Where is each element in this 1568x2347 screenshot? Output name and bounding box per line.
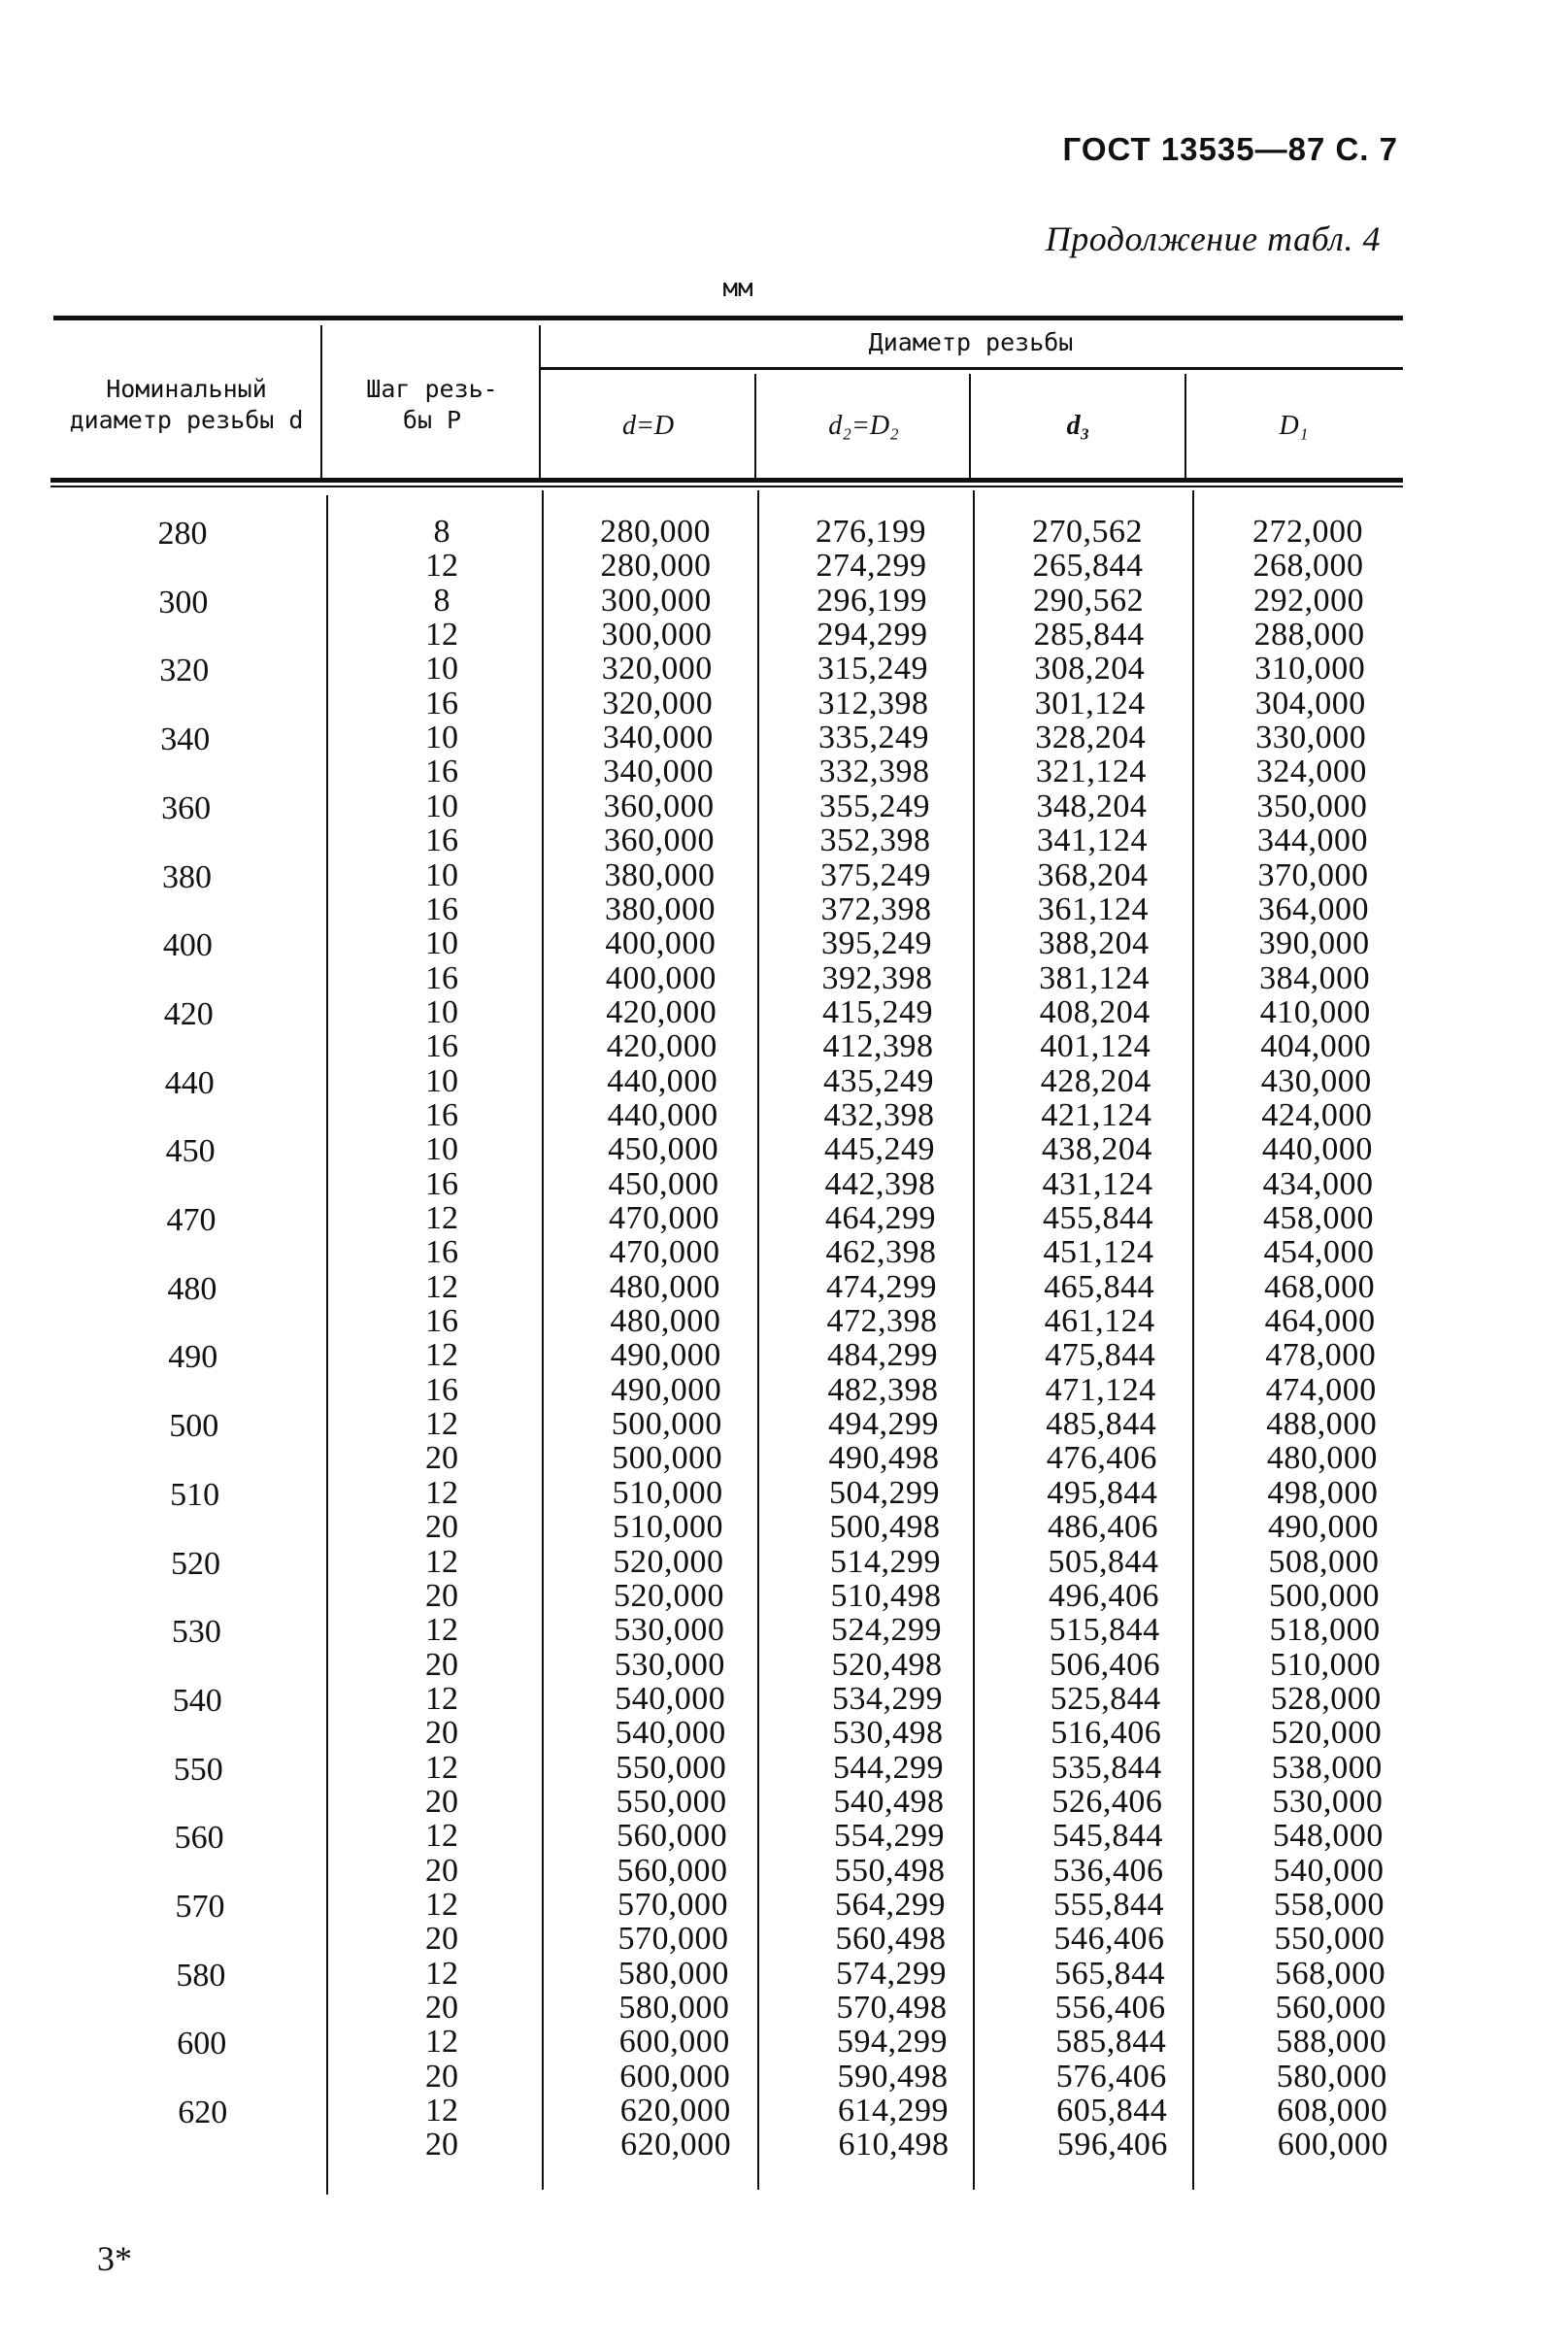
d-equals-D-cell: 420,000 bbox=[606, 1028, 717, 1065]
d3-cell: 485,844 bbox=[1046, 1406, 1157, 1443]
pitch-cell: 16 bbox=[425, 890, 458, 927]
d3-cell: 545,844 bbox=[1051, 1818, 1163, 1855]
d-equals-D-cell: 550,000 bbox=[616, 1749, 727, 1786]
d-equals-D-cell: 560,000 bbox=[617, 1818, 728, 1855]
header-col-sep-1 bbox=[320, 325, 322, 478]
d3-cell: 576,406 bbox=[1055, 2058, 1167, 2095]
nominal-diameter-cell: 480 bbox=[167, 1270, 217, 1307]
nominal-diameter-cell: 470 bbox=[166, 1202, 217, 1238]
pitch-cell: 10 bbox=[425, 1131, 458, 1168]
nominal-diameter-cell: 500 bbox=[169, 1408, 219, 1445]
d3-cell: 451,124 bbox=[1043, 1234, 1154, 1271]
header-col-sep-2 bbox=[539, 325, 541, 478]
d2-equals-D2-cell: 415,249 bbox=[822, 993, 933, 1030]
nominal-diameter-cell: 340 bbox=[160, 721, 211, 758]
D1-cell: 520,000 bbox=[1271, 1715, 1383, 1752]
d3-cell: 265,844 bbox=[1032, 548, 1144, 585]
d2-equals-D2-cell: 482,398 bbox=[827, 1371, 939, 1408]
d-equals-D-cell: 510,000 bbox=[613, 1509, 724, 1546]
nominal-diameter-cell: 520 bbox=[171, 1545, 220, 1582]
d3-cell: 368,204 bbox=[1037, 856, 1149, 893]
pitch-cell: 10 bbox=[425, 856, 458, 893]
d-equals-D-cell: 440,000 bbox=[607, 1062, 718, 1099]
d3-cell: 421,124 bbox=[1041, 1096, 1152, 1133]
D1-cell: 404,000 bbox=[1260, 1028, 1372, 1065]
D1-cell: 588,000 bbox=[1276, 2024, 1387, 2061]
d-equals-D-cell: 360,000 bbox=[603, 788, 715, 824]
subheader-d: d=D bbox=[621, 411, 675, 441]
d-equals-D-cell: 440,000 bbox=[607, 1096, 718, 1133]
nominal-diameter-cell: 360 bbox=[161, 789, 212, 826]
d2-equals-D2-cell: 276,199 bbox=[816, 514, 926, 550]
d2-equals-D2-cell: 332,398 bbox=[818, 754, 930, 790]
D1-cell: 538,000 bbox=[1271, 1749, 1383, 1786]
d2-equals-D2-cell: 432,398 bbox=[823, 1096, 935, 1133]
D1-cell: 364,000 bbox=[1258, 890, 1370, 927]
pitch-cell: 16 bbox=[425, 1371, 458, 1408]
pitch-cell: 12 bbox=[425, 1268, 458, 1305]
d2-equals-D2-cell: 335,249 bbox=[818, 720, 929, 756]
D1-cell: 600,000 bbox=[1277, 2127, 1388, 2163]
d2-equals-D2-cell: 500,498 bbox=[829, 1509, 941, 1546]
d3-cell: 555,844 bbox=[1053, 1887, 1164, 1923]
d-equals-D-cell: 340,000 bbox=[603, 754, 715, 790]
pitch-cell: 10 bbox=[425, 925, 458, 962]
d-equals-D-cell: 570,000 bbox=[617, 1887, 728, 1923]
table-continuation-label: Продолжение табл. 4 bbox=[1045, 219, 1381, 258]
body-col-sep-2 bbox=[542, 490, 544, 2190]
nominal-diameter-cell: 450 bbox=[165, 1133, 216, 1170]
nominal-diameter-cell: 490 bbox=[168, 1339, 218, 1376]
D1-cell: 490,000 bbox=[1267, 1509, 1379, 1546]
d-equals-D-cell: 540,000 bbox=[615, 1715, 726, 1752]
nominal-diameter-cell: 380 bbox=[162, 858, 212, 895]
d3-cell: 565,844 bbox=[1054, 1955, 1166, 1992]
pitch-cell: 16 bbox=[425, 1096, 458, 1133]
d2-equals-D2-cell: 570,498 bbox=[836, 1990, 948, 2027]
D1-cell: 370,000 bbox=[1257, 856, 1369, 893]
pitch-cell: 10 bbox=[425, 720, 458, 756]
D1-cell: 310,000 bbox=[1254, 651, 1366, 687]
D1-cell: 608,000 bbox=[1277, 2093, 1388, 2129]
d-equals-D-cell: 570,000 bbox=[617, 1921, 729, 1958]
d3-cell: 486,406 bbox=[1047, 1509, 1158, 1546]
d3-cell: 388,204 bbox=[1038, 925, 1150, 962]
subheader-d3: d₃ bbox=[1066, 411, 1090, 441]
d-equals-D-cell: 520,000 bbox=[613, 1577, 724, 1614]
d-equals-D-cell: 490,000 bbox=[610, 1337, 721, 1374]
d3-cell: 496,406 bbox=[1049, 1577, 1160, 1614]
pitch-cell: 20 bbox=[425, 1783, 458, 1820]
body-col-sep-1 bbox=[326, 495, 328, 2195]
d2-equals-D2-cell: 464,299 bbox=[825, 1200, 936, 1236]
d2-equals-D2-cell: 514,299 bbox=[830, 1543, 941, 1580]
nominal-diameter-cell: 540 bbox=[172, 1682, 222, 1719]
pitch-cell: 12 bbox=[425, 2024, 458, 2061]
d-equals-D-cell: 400,000 bbox=[605, 925, 717, 962]
d2-equals-D2-cell: 594,299 bbox=[837, 2024, 948, 2061]
pitch-cell: 20 bbox=[425, 2058, 458, 2095]
D1-cell: 560,000 bbox=[1275, 1990, 1386, 2027]
D1-cell: 454,000 bbox=[1263, 1234, 1375, 1271]
header-col-sep-3 bbox=[754, 374, 756, 478]
d2-equals-D2-cell: 352,398 bbox=[819, 822, 931, 859]
subheader-D1: D₁ bbox=[1279, 411, 1309, 441]
d2-equals-D2-cell: 312,398 bbox=[817, 685, 929, 721]
body-col-sep-3 bbox=[757, 490, 759, 2190]
header-bottom-rule bbox=[50, 478, 1403, 483]
pitch-cell: 20 bbox=[425, 1852, 458, 1889]
D1-cell: 480,000 bbox=[1266, 1440, 1378, 1477]
nominal-diameter-cell: 600 bbox=[177, 2026, 227, 2062]
header-col-sep-4 bbox=[969, 374, 971, 478]
D1-cell: 500,000 bbox=[1269, 1577, 1381, 1614]
d2-equals-D2-cell: 372,398 bbox=[820, 890, 932, 927]
d3-cell: 341,124 bbox=[1036, 822, 1148, 859]
d-equals-D-cell: 340,000 bbox=[602, 720, 714, 756]
d-equals-D-cell: 470,000 bbox=[609, 1200, 719, 1236]
col-header-nominal-diameter: Номинальный диаметр резьбы d bbox=[69, 375, 304, 434]
d3-cell: 536,406 bbox=[1052, 1852, 1164, 1889]
d2-equals-D2-cell: 445,249 bbox=[824, 1131, 935, 1168]
D1-cell: 288,000 bbox=[1253, 617, 1365, 654]
d3-cell: 455,844 bbox=[1043, 1200, 1153, 1236]
pitch-cell: 12 bbox=[425, 1543, 458, 1580]
pitch-cell: 10 bbox=[425, 788, 458, 824]
d2-equals-D2-cell: 530,498 bbox=[832, 1715, 944, 1752]
pitch-cell: 16 bbox=[425, 1303, 458, 1340]
D1-cell: 430,000 bbox=[1260, 1062, 1372, 1099]
d-equals-D-cell: 580,000 bbox=[618, 1990, 730, 2027]
D1-cell: 440,000 bbox=[1261, 1131, 1373, 1168]
d-equals-D-cell: 580,000 bbox=[617, 1955, 729, 1992]
D1-cell: 434,000 bbox=[1262, 1165, 1374, 1202]
d2-equals-D2-cell: 355,249 bbox=[819, 788, 930, 824]
d-equals-D-cell: 500,000 bbox=[612, 1440, 723, 1477]
d-equals-D-cell: 420,000 bbox=[606, 993, 717, 1030]
d-equals-D-cell: 320,000 bbox=[601, 651, 713, 687]
d2-equals-D2-cell: 550,498 bbox=[834, 1852, 946, 1889]
nominal-diameter-cell: 400 bbox=[162, 927, 213, 964]
d3-cell: 408,204 bbox=[1039, 993, 1151, 1030]
nominal-diameter-cell: 280 bbox=[157, 516, 208, 552]
d3-cell: 526,406 bbox=[1051, 1783, 1163, 1820]
d-equals-D-cell: 560,000 bbox=[617, 1852, 728, 1889]
d2-equals-D2-cell: 412,398 bbox=[822, 1028, 934, 1065]
d3-cell: 290,562 bbox=[1033, 582, 1145, 619]
D1-cell: 568,000 bbox=[1275, 1955, 1386, 1992]
D1-cell: 550,000 bbox=[1274, 1921, 1385, 1958]
d-equals-D-cell: 360,000 bbox=[604, 822, 716, 859]
d-equals-D-cell: 480,000 bbox=[610, 1303, 721, 1340]
d-equals-D-cell: 520,000 bbox=[613, 1543, 724, 1580]
nominal-diameter-cell: 300 bbox=[158, 584, 209, 620]
d2-equals-D2-cell: 544,299 bbox=[833, 1749, 944, 1786]
pitch-cell: 16 bbox=[425, 685, 458, 721]
d-equals-D-cell: 320,000 bbox=[602, 685, 714, 721]
d3-cell: 505,844 bbox=[1048, 1543, 1159, 1580]
D1-cell: 530,000 bbox=[1272, 1783, 1384, 1820]
D1-cell: 540,000 bbox=[1273, 1852, 1385, 1889]
d2-equals-D2-cell: 462,398 bbox=[825, 1234, 937, 1271]
subheader-d2: d₂=D₂ bbox=[828, 411, 899, 441]
d2-equals-D2-cell: 534,299 bbox=[832, 1680, 943, 1717]
d-equals-D-cell: 380,000 bbox=[604, 856, 716, 893]
pitch-cell: 10 bbox=[425, 1062, 458, 1099]
d3-cell: 475,844 bbox=[1045, 1337, 1156, 1374]
d3-cell: 361,124 bbox=[1038, 890, 1150, 927]
d2-equals-D2-cell: 375,249 bbox=[820, 856, 931, 893]
pitch-cell: 16 bbox=[425, 1234, 458, 1271]
d-equals-D-cell: 450,000 bbox=[608, 1165, 719, 1202]
pitch-cell: 8 bbox=[433, 582, 450, 619]
D1-cell: 474,000 bbox=[1265, 1371, 1377, 1408]
pitch-cell: 20 bbox=[425, 1440, 458, 1477]
d-equals-D-cell: 550,000 bbox=[616, 1783, 727, 1820]
pitch-cell: 8 bbox=[433, 514, 450, 550]
pitch-cell: 12 bbox=[425, 2093, 458, 2129]
d3-cell: 495,844 bbox=[1047, 1474, 1158, 1511]
d2-equals-D2-cell: 540,498 bbox=[833, 1783, 945, 1820]
d3-cell: 431,124 bbox=[1042, 1165, 1153, 1202]
d3-cell: 285,844 bbox=[1033, 617, 1145, 654]
d-equals-D-cell: 510,000 bbox=[612, 1474, 723, 1511]
units-label: мм bbox=[722, 274, 753, 303]
d3-cell: 465,844 bbox=[1044, 1268, 1155, 1305]
col-header-thread-pitch: Шаг резь- бы P bbox=[366, 375, 498, 434]
D1-cell: 324,000 bbox=[1255, 754, 1367, 790]
d3-cell: 301,124 bbox=[1034, 685, 1146, 721]
nominal-diameter-cell: 530 bbox=[171, 1614, 221, 1651]
d3-cell: 438,204 bbox=[1041, 1131, 1152, 1168]
pitch-cell: 16 bbox=[425, 754, 458, 790]
d2-equals-D2-cell: 510,498 bbox=[830, 1577, 942, 1614]
d-equals-D-cell: 470,000 bbox=[609, 1234, 720, 1271]
pitch-cell: 12 bbox=[425, 1680, 458, 1717]
D1-cell: 390,000 bbox=[1258, 925, 1370, 962]
d2-equals-D2-cell: 504,299 bbox=[829, 1474, 940, 1511]
d2-equals-D2-cell: 554,299 bbox=[834, 1818, 945, 1855]
d2-equals-D2-cell: 395,249 bbox=[821, 925, 932, 962]
d2-equals-D2-cell: 490,498 bbox=[828, 1440, 940, 1477]
pitch-cell: 12 bbox=[425, 1818, 458, 1855]
d2-equals-D2-cell: 484,299 bbox=[827, 1337, 938, 1374]
pitch-cell: 12 bbox=[425, 1612, 458, 1649]
d3-cell: 321,124 bbox=[1035, 754, 1147, 790]
D1-cell: 488,000 bbox=[1266, 1406, 1378, 1443]
d3-cell: 535,844 bbox=[1051, 1749, 1162, 1786]
d-equals-D-cell: 500,000 bbox=[611, 1406, 722, 1443]
d3-cell: 516,406 bbox=[1051, 1715, 1162, 1752]
D1-cell: 268,000 bbox=[1252, 548, 1364, 585]
d-equals-D-cell: 600,000 bbox=[618, 2024, 730, 2061]
pitch-cell: 16 bbox=[425, 822, 458, 859]
D1-cell: 498,000 bbox=[1267, 1474, 1379, 1511]
d2-equals-D2-cell: 524,299 bbox=[831, 1612, 942, 1649]
d2-equals-D2-cell: 472,398 bbox=[826, 1303, 938, 1340]
d3-cell: 605,844 bbox=[1056, 2093, 1168, 2129]
D1-cell: 528,000 bbox=[1270, 1680, 1382, 1717]
d-equals-D-cell: 530,000 bbox=[614, 1612, 725, 1649]
pitch-cell: 20 bbox=[425, 1509, 458, 1546]
pitch-cell: 12 bbox=[425, 617, 458, 654]
nominal-diameter-cell: 560 bbox=[174, 1820, 224, 1857]
pitch-cell: 16 bbox=[425, 1165, 458, 1202]
d-equals-D-cell: 600,000 bbox=[619, 2058, 731, 2095]
d3-cell: 461,124 bbox=[1044, 1303, 1155, 1340]
d2-equals-D2-cell: 294,299 bbox=[817, 617, 928, 654]
page-header-standard: ГОСТ 13535—87 С. 7 bbox=[1062, 131, 1398, 167]
table-top-rule bbox=[53, 316, 1403, 320]
d2-equals-D2-cell: 442,398 bbox=[824, 1165, 936, 1202]
d3-cell: 270,562 bbox=[1032, 514, 1143, 550]
pitch-cell: 10 bbox=[425, 651, 458, 687]
nominal-diameter-cell: 440 bbox=[164, 1064, 215, 1101]
pitch-cell: 20 bbox=[425, 1990, 458, 2027]
D1-cell: 508,000 bbox=[1268, 1543, 1380, 1580]
pitch-cell: 16 bbox=[425, 959, 458, 996]
d2-equals-D2-cell: 494,299 bbox=[828, 1406, 939, 1443]
d2-equals-D2-cell: 590,498 bbox=[837, 2058, 949, 2095]
d3-cell: 308,204 bbox=[1034, 651, 1146, 687]
D1-cell: 548,000 bbox=[1272, 1818, 1384, 1855]
d2-equals-D2-cell: 560,498 bbox=[835, 1921, 947, 1958]
d2-equals-D2-cell: 274,299 bbox=[816, 548, 927, 585]
D1-cell: 580,000 bbox=[1276, 2058, 1387, 2095]
d-equals-D-cell: 280,000 bbox=[600, 514, 711, 550]
nominal-diameter-cell: 510 bbox=[170, 1476, 220, 1513]
d2-equals-D2-cell: 610,498 bbox=[838, 2127, 950, 2163]
d-equals-D-cell: 620,000 bbox=[619, 2093, 731, 2129]
pitch-cell: 12 bbox=[425, 1887, 458, 1923]
d2-equals-D2-cell: 296,199 bbox=[817, 582, 927, 619]
pitch-cell: 12 bbox=[425, 1474, 458, 1511]
d-equals-D-cell: 620,000 bbox=[620, 2127, 732, 2163]
pitch-cell: 12 bbox=[425, 1200, 458, 1236]
d2-equals-D2-cell: 392,398 bbox=[821, 959, 933, 996]
nominal-diameter-cell: 420 bbox=[163, 995, 214, 1032]
d3-cell: 525,844 bbox=[1050, 1680, 1161, 1717]
D1-cell: 304,000 bbox=[1254, 685, 1366, 721]
D1-cell: 330,000 bbox=[1255, 720, 1367, 756]
pitch-cell: 20 bbox=[425, 2127, 458, 2163]
d3-cell: 348,204 bbox=[1036, 788, 1148, 824]
d-equals-D-cell: 480,000 bbox=[609, 1268, 720, 1305]
d2-equals-D2-cell: 574,299 bbox=[836, 1955, 947, 1992]
nominal-diameter-cell: 580 bbox=[176, 1957, 226, 1994]
pitch-cell: 12 bbox=[425, 1406, 458, 1443]
signature-mark: 3* bbox=[97, 2239, 132, 2278]
d3-cell: 401,124 bbox=[1040, 1028, 1151, 1065]
d2-equals-D2-cell: 315,249 bbox=[817, 651, 928, 687]
d-equals-D-cell: 400,000 bbox=[605, 959, 717, 996]
d2-equals-D2-cell: 435,249 bbox=[823, 1062, 934, 1099]
d3-cell: 328,204 bbox=[1035, 720, 1147, 756]
D1-cell: 478,000 bbox=[1265, 1337, 1377, 1374]
pitch-cell: 20 bbox=[425, 1577, 458, 1614]
d3-cell: 428,204 bbox=[1040, 1062, 1151, 1099]
pitch-cell: 12 bbox=[425, 1749, 458, 1786]
D1-cell: 558,000 bbox=[1274, 1887, 1385, 1923]
group-header-rule bbox=[539, 367, 1403, 370]
D1-cell: 510,000 bbox=[1270, 1646, 1382, 1683]
pitch-cell: 16 bbox=[425, 1028, 458, 1065]
D1-cell: 350,000 bbox=[1256, 788, 1368, 824]
D1-cell: 468,000 bbox=[1264, 1268, 1376, 1305]
D1-cell: 272,000 bbox=[1252, 514, 1363, 550]
d3-cell: 585,844 bbox=[1055, 2024, 1167, 2061]
d-equals-D-cell: 530,000 bbox=[614, 1646, 725, 1683]
D1-cell: 344,000 bbox=[1256, 822, 1368, 859]
D1-cell: 410,000 bbox=[1259, 993, 1371, 1030]
d-equals-D-cell: 280,000 bbox=[600, 548, 712, 585]
D1-cell: 458,000 bbox=[1263, 1200, 1374, 1236]
D1-cell: 384,000 bbox=[1259, 959, 1371, 996]
pitch-cell: 20 bbox=[425, 1921, 458, 1958]
d-equals-D-cell: 300,000 bbox=[600, 582, 712, 619]
pitch-cell: 10 bbox=[425, 993, 458, 1030]
col-header-thread-diameter-group: Диаметр резьбы bbox=[868, 328, 1074, 356]
D1-cell: 464,000 bbox=[1264, 1303, 1376, 1340]
d2-equals-D2-cell: 520,498 bbox=[831, 1646, 943, 1683]
D1-cell: 292,000 bbox=[1253, 582, 1365, 619]
d3-cell: 506,406 bbox=[1050, 1646, 1161, 1683]
pitch-cell: 12 bbox=[425, 1955, 458, 1992]
header-col-sep-5 bbox=[1184, 374, 1186, 478]
d3-cell: 515,844 bbox=[1049, 1612, 1160, 1649]
d3-cell: 556,406 bbox=[1054, 1990, 1166, 2027]
d3-cell: 381,124 bbox=[1039, 959, 1151, 996]
d2-equals-D2-cell: 614,299 bbox=[838, 2093, 949, 2129]
d-equals-D-cell: 300,000 bbox=[601, 617, 713, 654]
D1-cell: 424,000 bbox=[1261, 1096, 1373, 1133]
pitch-cell: 20 bbox=[425, 1646, 458, 1683]
d2-equals-D2-cell: 564,299 bbox=[835, 1887, 946, 1923]
D1-cell: 518,000 bbox=[1269, 1612, 1381, 1649]
d-equals-D-cell: 380,000 bbox=[604, 890, 716, 927]
d3-cell: 546,406 bbox=[1053, 1921, 1165, 1958]
pitch-cell: 20 bbox=[425, 1715, 458, 1752]
nominal-diameter-cell: 570 bbox=[175, 1889, 225, 1925]
header-bottom-rule-thin bbox=[50, 486, 1403, 487]
body-col-sep-5 bbox=[1192, 490, 1194, 2190]
d3-cell: 471,124 bbox=[1045, 1371, 1156, 1408]
d-equals-D-cell: 490,000 bbox=[611, 1371, 722, 1408]
d3-cell: 596,406 bbox=[1056, 2127, 1168, 2163]
nominal-diameter-cell: 550 bbox=[173, 1751, 223, 1788]
d-equals-D-cell: 540,000 bbox=[615, 1680, 726, 1717]
d-equals-D-cell: 450,000 bbox=[608, 1131, 719, 1168]
pitch-cell: 12 bbox=[425, 548, 458, 585]
d3-cell: 476,406 bbox=[1046, 1440, 1157, 1477]
nominal-diameter-cell: 320 bbox=[159, 653, 210, 689]
nominal-diameter-cell: 620 bbox=[178, 2095, 228, 2131]
d2-equals-D2-cell: 474,299 bbox=[826, 1268, 937, 1305]
pitch-cell: 12 bbox=[425, 1337, 458, 1374]
